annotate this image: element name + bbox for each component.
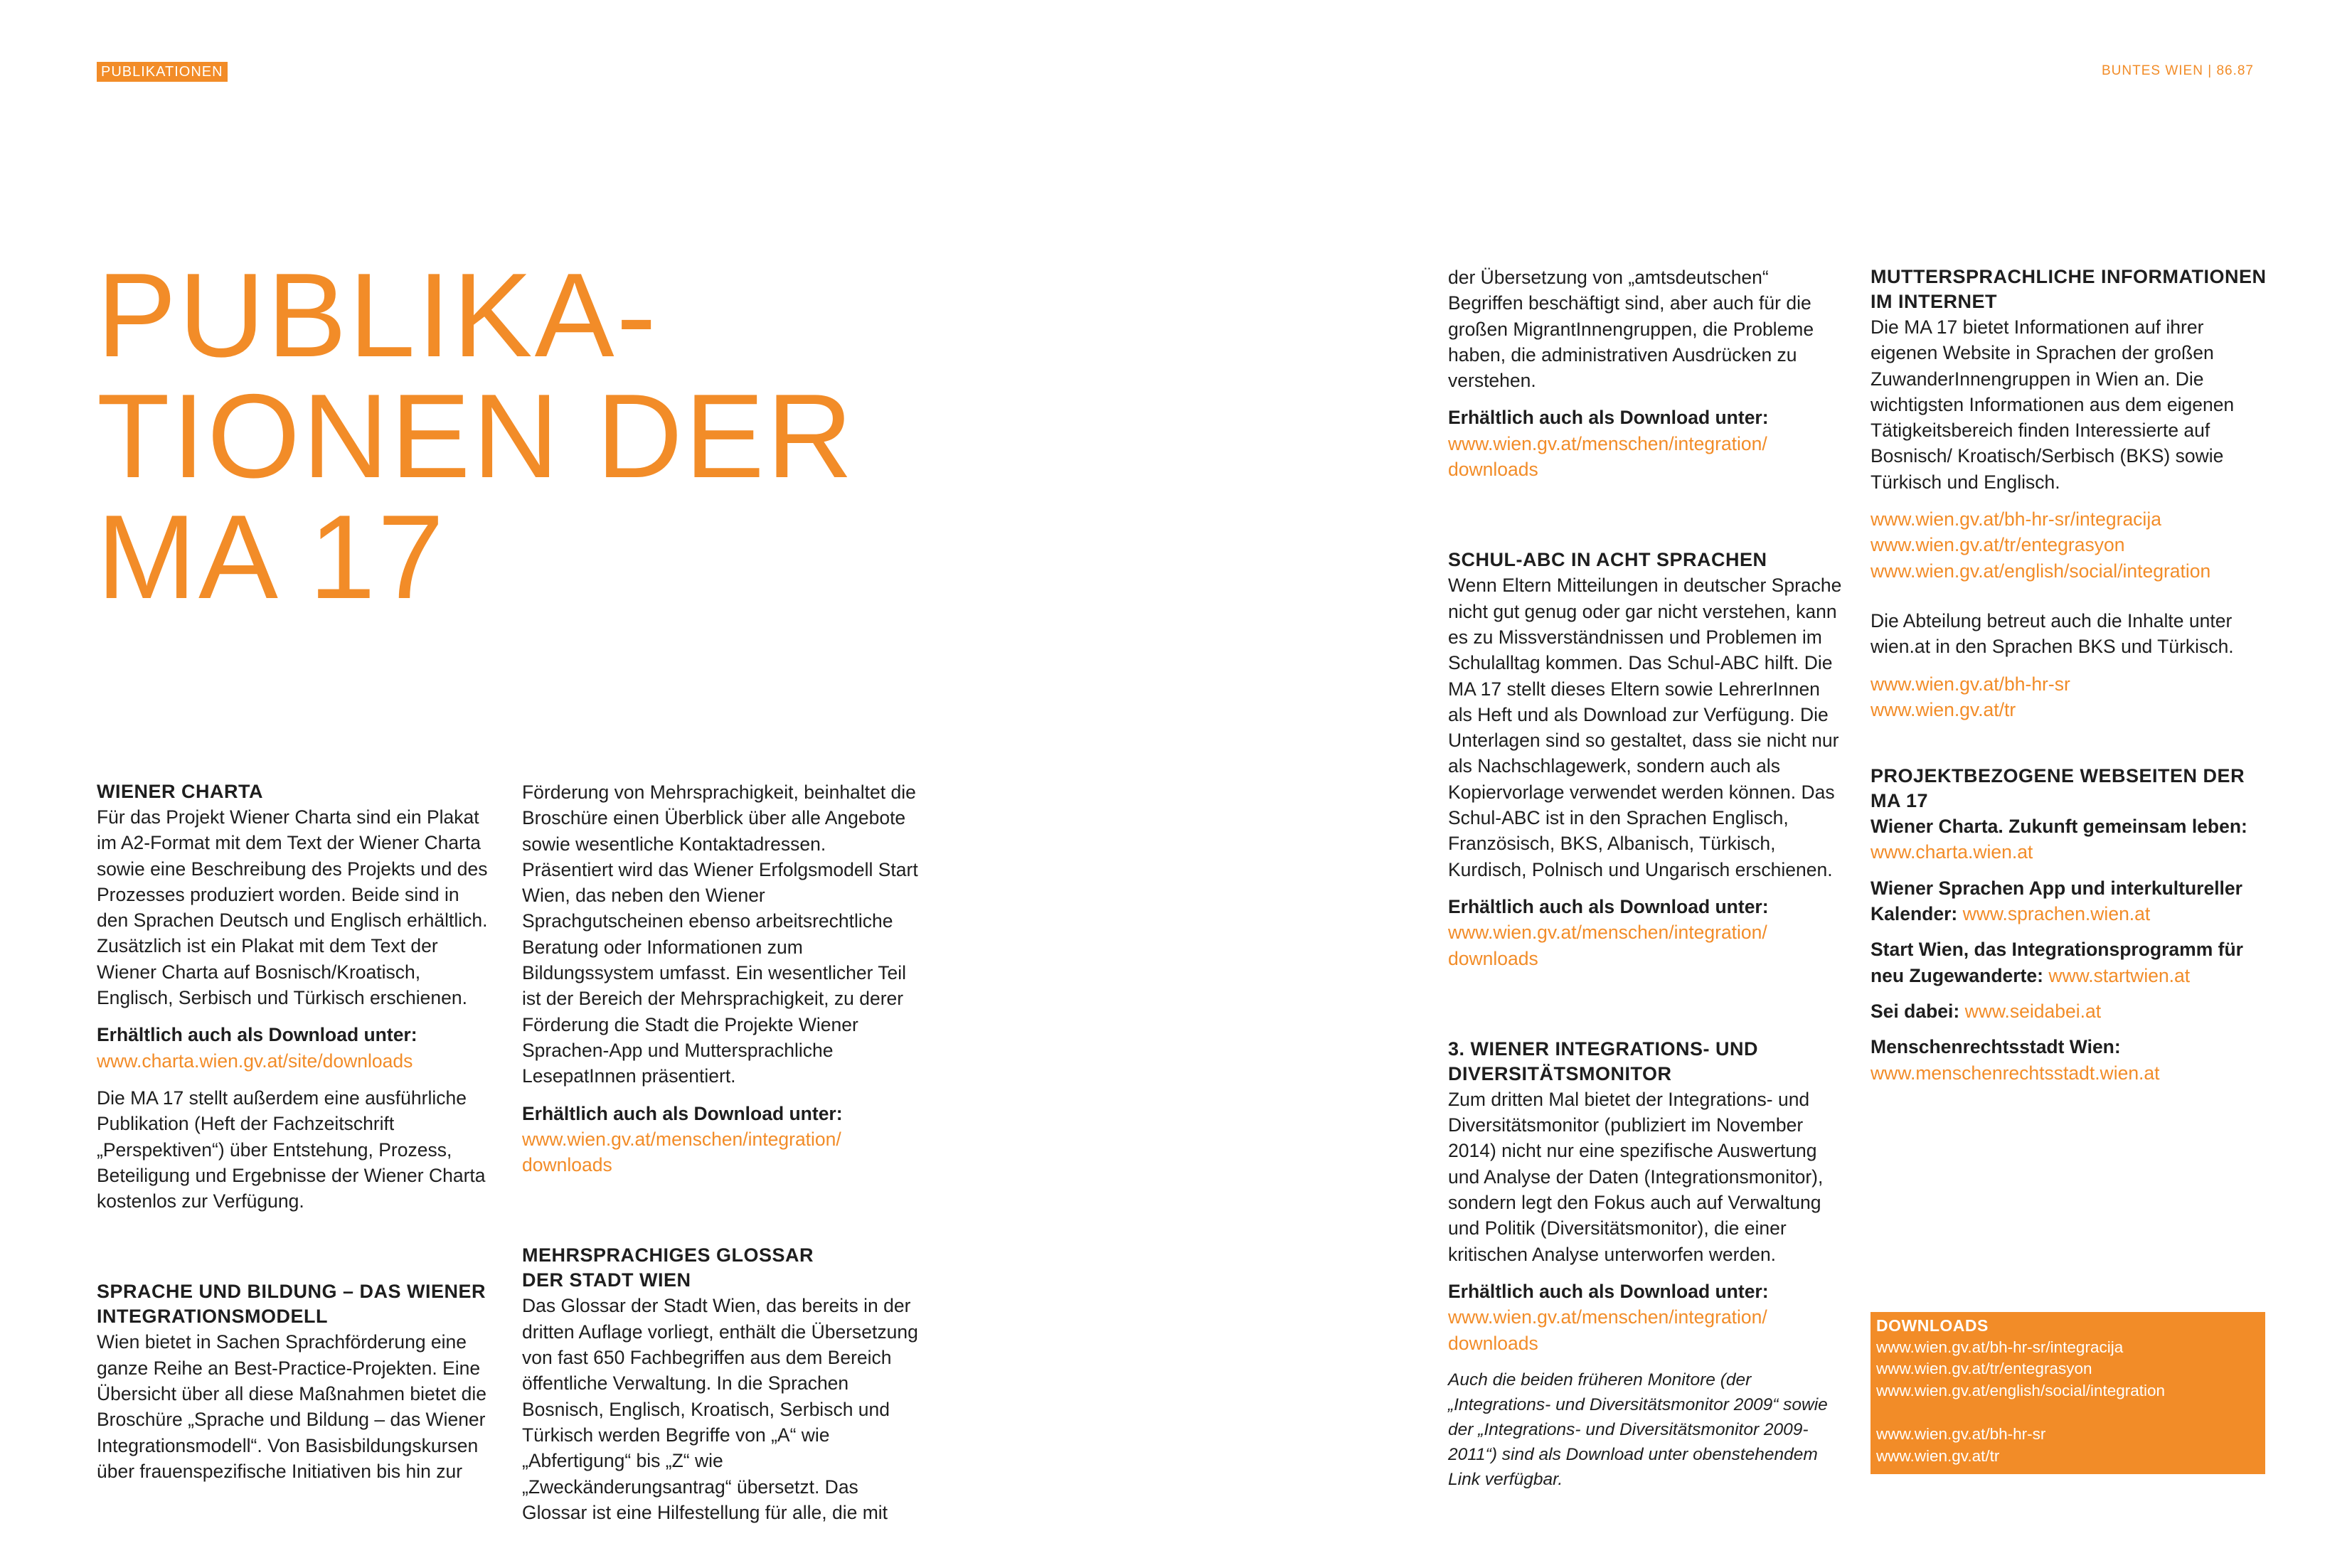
downloads-spacer xyxy=(1876,1402,2260,1424)
section-body: Das Glossar der Stadt Wien, das bereits in der dritten Auflage vorliegt, enthält die Übersetzung von fast 650 Fachbegriffen aus dem Bereich öffentliche Verwaltung. In die Sprachen Bosnisch, Englisch, Kroatisch, Serbisch und Türkisch werden Begriffe von „A“ wie „Abfertigung“ bis „Z“ wie „Zweckänderungsantrag“ übersetzt. Das Glossar ist eine Hilfestellung für alle, die mit xyxy=(522,1295,918,1523)
project-link[interactable]: www.seidabei.at xyxy=(1964,1000,2102,1022)
project-entry xyxy=(1871,937,2269,988)
downloads-link[interactable]: www.wien.gv.at/english/social/integration xyxy=(1876,1381,2166,1399)
section-heading-glossar: MEHRSPRACHIGES GLOSSAR DER STADT WIEN xyxy=(522,1244,814,1291)
project-link[interactable]: www.sprachen.wien.at xyxy=(1962,903,2151,925)
headline-line: PUBLIKA- xyxy=(97,248,659,382)
section-body: Die MA 17 bietet Informationen auf ihrer eigenen Website in Sprachen der großen ZuwanderInnengruppen in Wien an. Die wichtigsten Informationen aus dem eigenen Tätigkeitsbereich finden Interessierte auf Bosnisch/ Kroatisch/Serbisch (BKS) sowie Türkisch und Englisch. xyxy=(1871,316,2235,493)
project-link[interactable]: www.charta.wien.at xyxy=(1871,841,2033,863)
project-entry xyxy=(1871,814,2269,865)
section-body: Förderung von Mehrsprachigkeit, beinhaltet die Broschüre einen Überblick über alle Angebote sowie wesentliche Kontaktadressen. Präsentiert wird das Wiener Erfolgsmodell Start Wien, das neben den Wiener Sprachgutscheinen ebenso arbeitsrechtliche Beratung oder Informationen zum Bildungssystem umfasst. Ein wesentlicher Teil ist der Bereich der Mehrsprachigkeit, zu derer Förderung die Stadt die Projekte Wiener Sprachen-App und Muttersprachliche LesepatInnen präsentiert. xyxy=(522,782,918,1087)
project-label: Sei dabei: xyxy=(1871,1000,1960,1022)
download-label: Erhältlich auch als Download unter: xyxy=(1448,1280,1769,1302)
monitor-note: Auch die beiden früheren Monitore (der „Integrations- und Diversitätsmonitor 2009“ sowie der „Integrations- und Diversitätsmonitor 2009-2011“) sind als Download unter obenstehendem Link verfügbar. xyxy=(1448,1370,1828,1489)
downloads-link[interactable]: www.wien.gv.at/tr/entegrasyon xyxy=(1876,1360,2092,1377)
section-heading-monitor: 3. WIENER INTEGRATIONS- UND DIVERSITÄTSMONITOR xyxy=(1448,1038,1759,1084)
section-body: Wenn Eltern Mitteilungen in deutscher Sprache nicht gut genug oder gar nicht verstehen, kann es zu Missverständnissen und Problemen im Schulalltag kommen. Das Schul-ABC hilft. Die MA 17 stellt dieses Eltern sowie LehrerInnen als Heft und als Download zur Verfügung. Die Unterlagen sind so gestaltet, dass sie nicht nur als Nachschlagewerk, sondern auch als Kopiervorlage verwendet werden können. Das Schul-ABC ist in den Sprachen Englisch, Französisch, BKS, Albanisch, Türkisch, Kurdisch, Polnisch und Ungarisch erschienen. xyxy=(1448,575,1842,880)
download-label: Erhältlich auch als Download unter: xyxy=(1448,407,1769,429)
download-link[interactable]: www.wien.gv.at/menschen/integration/ downloads xyxy=(1448,432,1767,481)
download-link[interactable]: www.wien.gv.at/menschen/integration/ downloads xyxy=(522,1128,841,1176)
column-4 xyxy=(1871,265,2269,1086)
download-link[interactable]: www.wien.gv.at/menschen/integration/ downloads xyxy=(1448,922,1767,969)
section-tag: PUBLIKATIONEN xyxy=(97,62,228,82)
link-bks[interactable]: www.wien.gv.at/bh-hr-sr xyxy=(1871,673,2070,695)
project-entry xyxy=(1871,1034,2269,1086)
download-link[interactable]: www.wien.gv.at/menschen/integration/ downloads xyxy=(1448,1306,1767,1354)
link-tr[interactable]: www.wien.gv.at/tr xyxy=(1871,698,2016,720)
download-label: Erhältlich auch als Download unter: xyxy=(1448,895,1769,917)
download-label: Erhältlich auch als Download unter: xyxy=(522,1102,843,1124)
section-body: Wien bietet in Sachen Sprachförderung eine ganze Reihe an Best-Practice-Projekten. Eine Übersicht über all diese Maßnahmen bietet die Broschüre „Sprache und Bildung – das Wiener Integrationsmodell“. Von Basisbildungskursen über frauenspezifische Initiativen bis hin zur xyxy=(97,1331,486,1482)
section-heading-projektbezogene: PROJEKTBEZOGENE WEBSEITEN DER MA 17 xyxy=(1871,765,2245,812)
project-entry xyxy=(1871,998,2269,1024)
column-3 xyxy=(1448,265,1846,1492)
magazine-page-number: BUNTES WIEN | 86.87 xyxy=(2102,63,2254,78)
section-body: Zum dritten Mal bietet der Integrations- und Diversitätsmonitor (publiziert im November 2014) nicht nur eine spezifische Auswertung und Analyse der Daten (Integrationsmonitor), sondern legt den Fokus auch auf Verwaltung und Politik (Diversitätsmonitor), die einer kritischen Analyse unterworfen werden. xyxy=(1448,1088,1824,1265)
section-heading-sprache-bildung: SPRACHE UND BILDUNG – DAS WIENER INTEGRATIONSMODELL xyxy=(97,1281,486,1328)
project-label: Wiener Sprachen App und interkultureller Kalender: xyxy=(1871,877,2242,925)
project-link[interactable]: www.menschenrechtsstadt.wien.at xyxy=(1871,1062,2160,1084)
section-heading-muttersprachliche: MUTTERSPRACHLICHE INFORMATIONEN IM INTERNET xyxy=(1871,266,2267,312)
downloads-link[interactable]: www.wien.gv.at/tr xyxy=(1876,1446,2000,1465)
section-heading-wiener-charta: WIENER CHARTA xyxy=(97,781,263,802)
link-bks-integracija[interactable]: www.wien.gv.at/bh-hr-sr/integracija xyxy=(1871,508,2161,530)
project-label: Menschenrechtsstadt Wien: xyxy=(1871,1036,2121,1058)
section-body: der Übersetzung von „amtsdeutschen“ Begriffen beschäftigt sind, aber auch für die großen MigrantInnengruppen, die Probleme haben, die administrativen Ausdrücken zu verstehen. xyxy=(1448,267,1814,392)
downloads-title: DOWNLOADS xyxy=(1876,1316,1989,1335)
page-headline xyxy=(97,248,950,624)
project-label: Wiener Charta. Zukunft gemeinsam leben: xyxy=(1871,816,2247,838)
project-link[interactable]: www.startwien.at xyxy=(2048,964,2191,986)
column-2 xyxy=(522,779,920,1525)
downloads-box xyxy=(1871,1312,2265,1474)
project-entry xyxy=(1871,875,2269,927)
section-heading-schul-abc: SCHUL-ABC IN ACHT SPRACHEN xyxy=(1448,549,1767,571)
downloads-link[interactable]: www.wien.gv.at/bh-hr-sr/integracija xyxy=(1876,1338,2124,1356)
section-body: Die Abteilung betreut auch die Inhalte unter wien.at in den Sprachen BKS und Türkisch. xyxy=(1871,609,2234,658)
section-body: Die MA 17 stellt außerdem eine ausführliche Publikation (Heft der Fachzeitschrift „Perspektiven“) über Entstehung, Prozess, Beteiligung und Ergebnisse der Wiener Charta kostenlos zur Verfügung. xyxy=(97,1087,486,1212)
headline-line: TIONEN DER xyxy=(97,369,856,503)
download-label: Erhältlich auch als Download unter: xyxy=(97,1024,417,1046)
headline-line: MA 17 xyxy=(97,490,447,624)
link-english-integration[interactable]: www.wien.gv.at/english/social/integration xyxy=(1871,560,2211,582)
download-link[interactable]: www.charta.wien.gv.at/site/downloads xyxy=(97,1050,413,1072)
project-label: Start Wien, das Integrationsprogramm für neu Zugewanderte: xyxy=(1871,939,2243,986)
column-1 xyxy=(97,779,495,1484)
section-body: Für das Projekt Wiener Charta sind ein Plakat im A2-Format mit dem Text der Wiener Charta sowie eine Beschreibung des Projekts und des Prozesses produziert worden. Beide sind in den Sprachen Deutsch und Englisch erhältlich. Zusätzlich ist ein Plakat mit dem Text der Wiener Charta auf Bosnisch/Kroatisch, Englisch, Serbisch und Türkisch erschienen. xyxy=(97,806,488,1009)
downloads-link[interactable]: www.wien.gv.at/bh-hr-sr xyxy=(1876,1425,2046,1443)
link-tr-entegrasyon[interactable]: www.wien.gv.at/tr/entegrasyon xyxy=(1871,534,2125,556)
